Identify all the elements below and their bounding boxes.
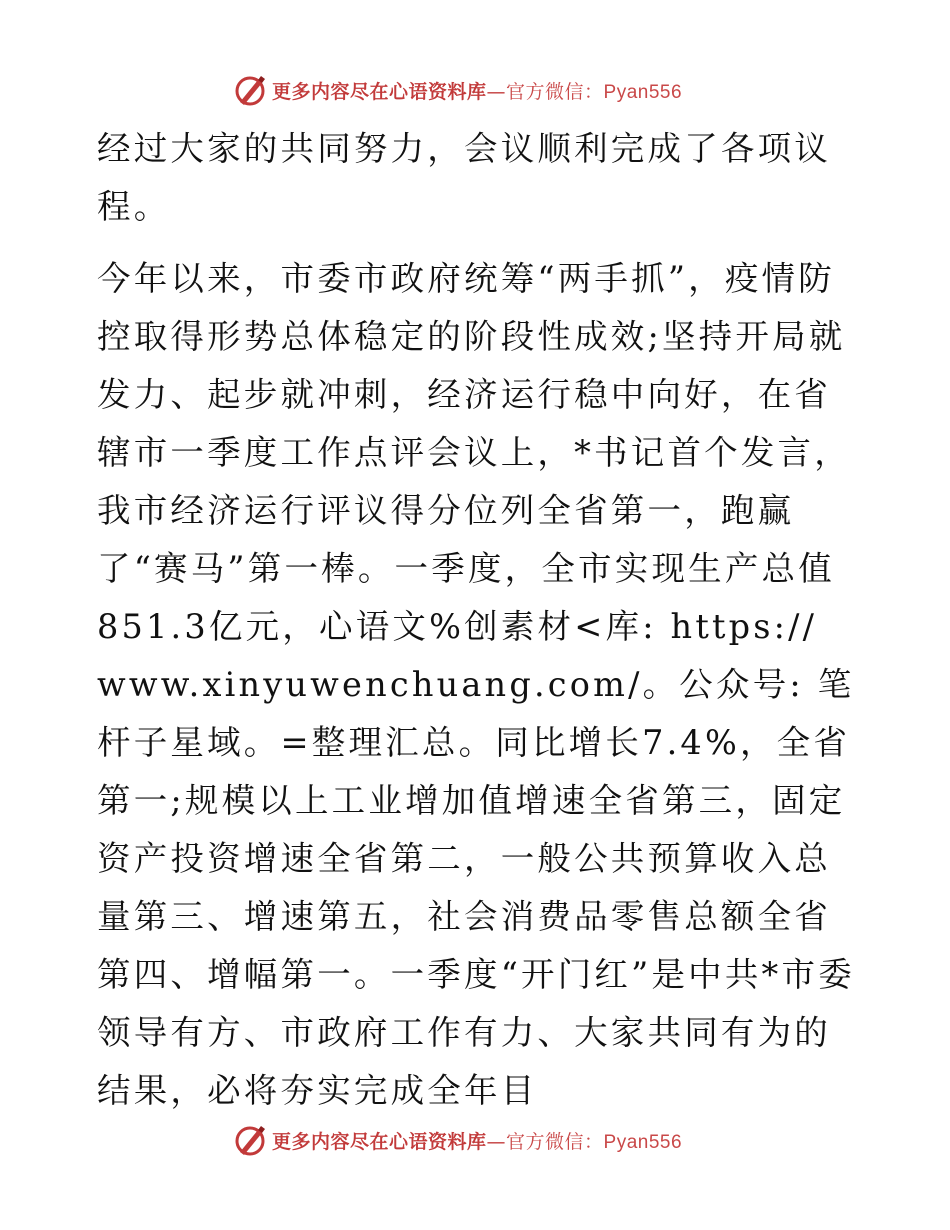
footer-text: [272, 1127, 682, 1154]
pen-logo-icon: [232, 1122, 268, 1158]
header-account: Pyan556: [603, 81, 683, 103]
header-site-text: 更多内容尽在心语资料库: [272, 80, 487, 103]
footer-site-text: 更多内容尽在心语资料库: [272, 1130, 487, 1153]
header-text: [272, 77, 682, 104]
footer-banner: [232, 1120, 752, 1160]
footer-wechat-label: 官方微信：: [506, 1130, 604, 1153]
document-body: [97, 120, 857, 1120]
header-banner: [232, 70, 752, 110]
paragraph-2: 今年以来，市委市政府统筹“两手抓”，疫情防控取得形势总体稳定的阶段性成效;坚持开局就发力、起步就冲刺，经济运行稳中向好，在省辖市一季度工作点评会议上，*书记首个发言，我市经济运行评议得分位列全省第一，跑赢了“赛马”第一棒。一季度，全市实现生产总值851.3亿元，心语文%创素材<库: https:// www.xinyuwenchuang.com/。公众号: 笔杆子星域。=整理汇总。同比增长7.4%，全省第一;规模以上工业增加值增速全省第三，固定资产投资增速全省第二，一般公共预算收入总量第三、增速第五，社会消费品零售总额全省第四、增幅第一。一季度“开门红”是中共*市委领导有方、市政府工作有力、大家共同有为的结果，必将夯实完成全年目: [97, 259, 855, 1110]
header-wechat-label: 官方微信：: [506, 80, 604, 103]
pen-logo-icon: [232, 72, 268, 108]
footer-account: Pyan556: [603, 1131, 683, 1153]
footer-dash: —: [486, 1130, 507, 1153]
header-dash: —: [486, 80, 507, 103]
paragraph-1: 经过大家的共同努力，会议顺利完成了各项议程。: [97, 129, 831, 226]
